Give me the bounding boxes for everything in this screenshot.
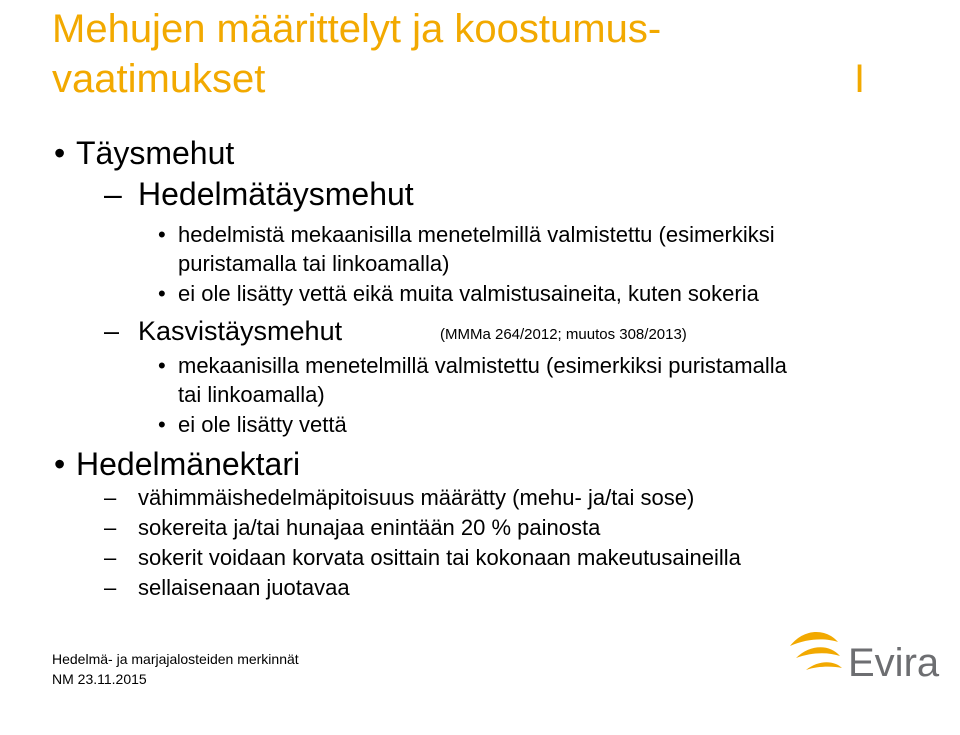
dash-marker: – bbox=[104, 515, 117, 540]
hedelma-bullet-1-cont-text: puristamalla tai linkoamalla) bbox=[178, 251, 450, 276]
evira-logo bbox=[782, 624, 958, 684]
kasvis-bullet-1-cont bbox=[178, 380, 325, 410]
kasvis-legal-note: (MMMa 264/2012; muutos 308/2013) bbox=[440, 326, 687, 343]
bullet-marker: • bbox=[158, 353, 166, 378]
hedelmataysmehut-label: Hedelmätäysmehut bbox=[138, 176, 414, 212]
dash-marker: – bbox=[104, 545, 117, 570]
slide-title-suffix: I bbox=[854, 57, 866, 101]
bullet-hedelmanektari bbox=[76, 445, 300, 483]
kasvis-bullet-1 bbox=[158, 351, 787, 381]
evira-logo-text: Evira bbox=[848, 641, 940, 684]
bullet-marker: • bbox=[158, 222, 166, 247]
kasvis-bullet-1-cont-text: tai linkoamalla) bbox=[178, 382, 325, 407]
nektari-item-2-text: sokereita ja/tai hunajaa enintään 20 % painosta bbox=[138, 515, 601, 540]
hedelmanektari-label: Hedelmänektari bbox=[76, 446, 301, 482]
dash-marker: – bbox=[104, 575, 117, 600]
evira-leaf-logo-icon bbox=[782, 624, 958, 684]
taysmehut-label: Täysmehut bbox=[76, 135, 235, 171]
footer-title: Hedelmä- ja marjajalosteiden merkinnät bbox=[52, 651, 299, 667]
bullet-taysmehut bbox=[76, 134, 234, 172]
dash-marker: – bbox=[104, 485, 117, 510]
nektari-item-3-text: sokerit voidaan korvata osittain tai kokonaan makeutusaineilla bbox=[138, 545, 741, 570]
kasvistaysmehut-label: Kasvistäysmehut bbox=[138, 316, 343, 346]
slide-title: Mehujen määrittelyt ja koostumus-vaatimukset bbox=[52, 7, 662, 101]
dash-marker: – bbox=[104, 316, 120, 346]
kasvis-bullet-2 bbox=[158, 410, 347, 440]
bullet-marker: • bbox=[158, 412, 166, 437]
nektari-item-1-text: vähimmäishedelmäpitoisuus määrätty (mehu- ja/tai sose) bbox=[138, 485, 695, 510]
dash-marker: – bbox=[104, 176, 122, 212]
hedelma-bullet-2-text: ei ole lisätty vettä eikä muita valmistusaineita, kuten sokeria bbox=[178, 281, 759, 306]
bullet-marker: • bbox=[158, 281, 166, 306]
kasvis-bullet-2-text: ei ole lisätty vettä bbox=[178, 412, 347, 437]
hedelma-bullet-1-text: hedelmistä mekaanisilla menetelmillä valmistettu (esimerkiksi bbox=[178, 222, 775, 247]
nektari-item-4-text: sellaisenaan juotavaa bbox=[138, 575, 350, 600]
hedelma-bullet-1 bbox=[158, 220, 775, 250]
hedelma-bullet-1-cont bbox=[178, 249, 449, 279]
kasvis-bullet-1-text: mekaanisilla menetelmillä valmistettu (esimerkiksi puristamalla bbox=[178, 353, 787, 378]
hedelma-bullet-2 bbox=[158, 279, 759, 309]
footer-date: NM 23.11.2015 bbox=[52, 671, 147, 687]
